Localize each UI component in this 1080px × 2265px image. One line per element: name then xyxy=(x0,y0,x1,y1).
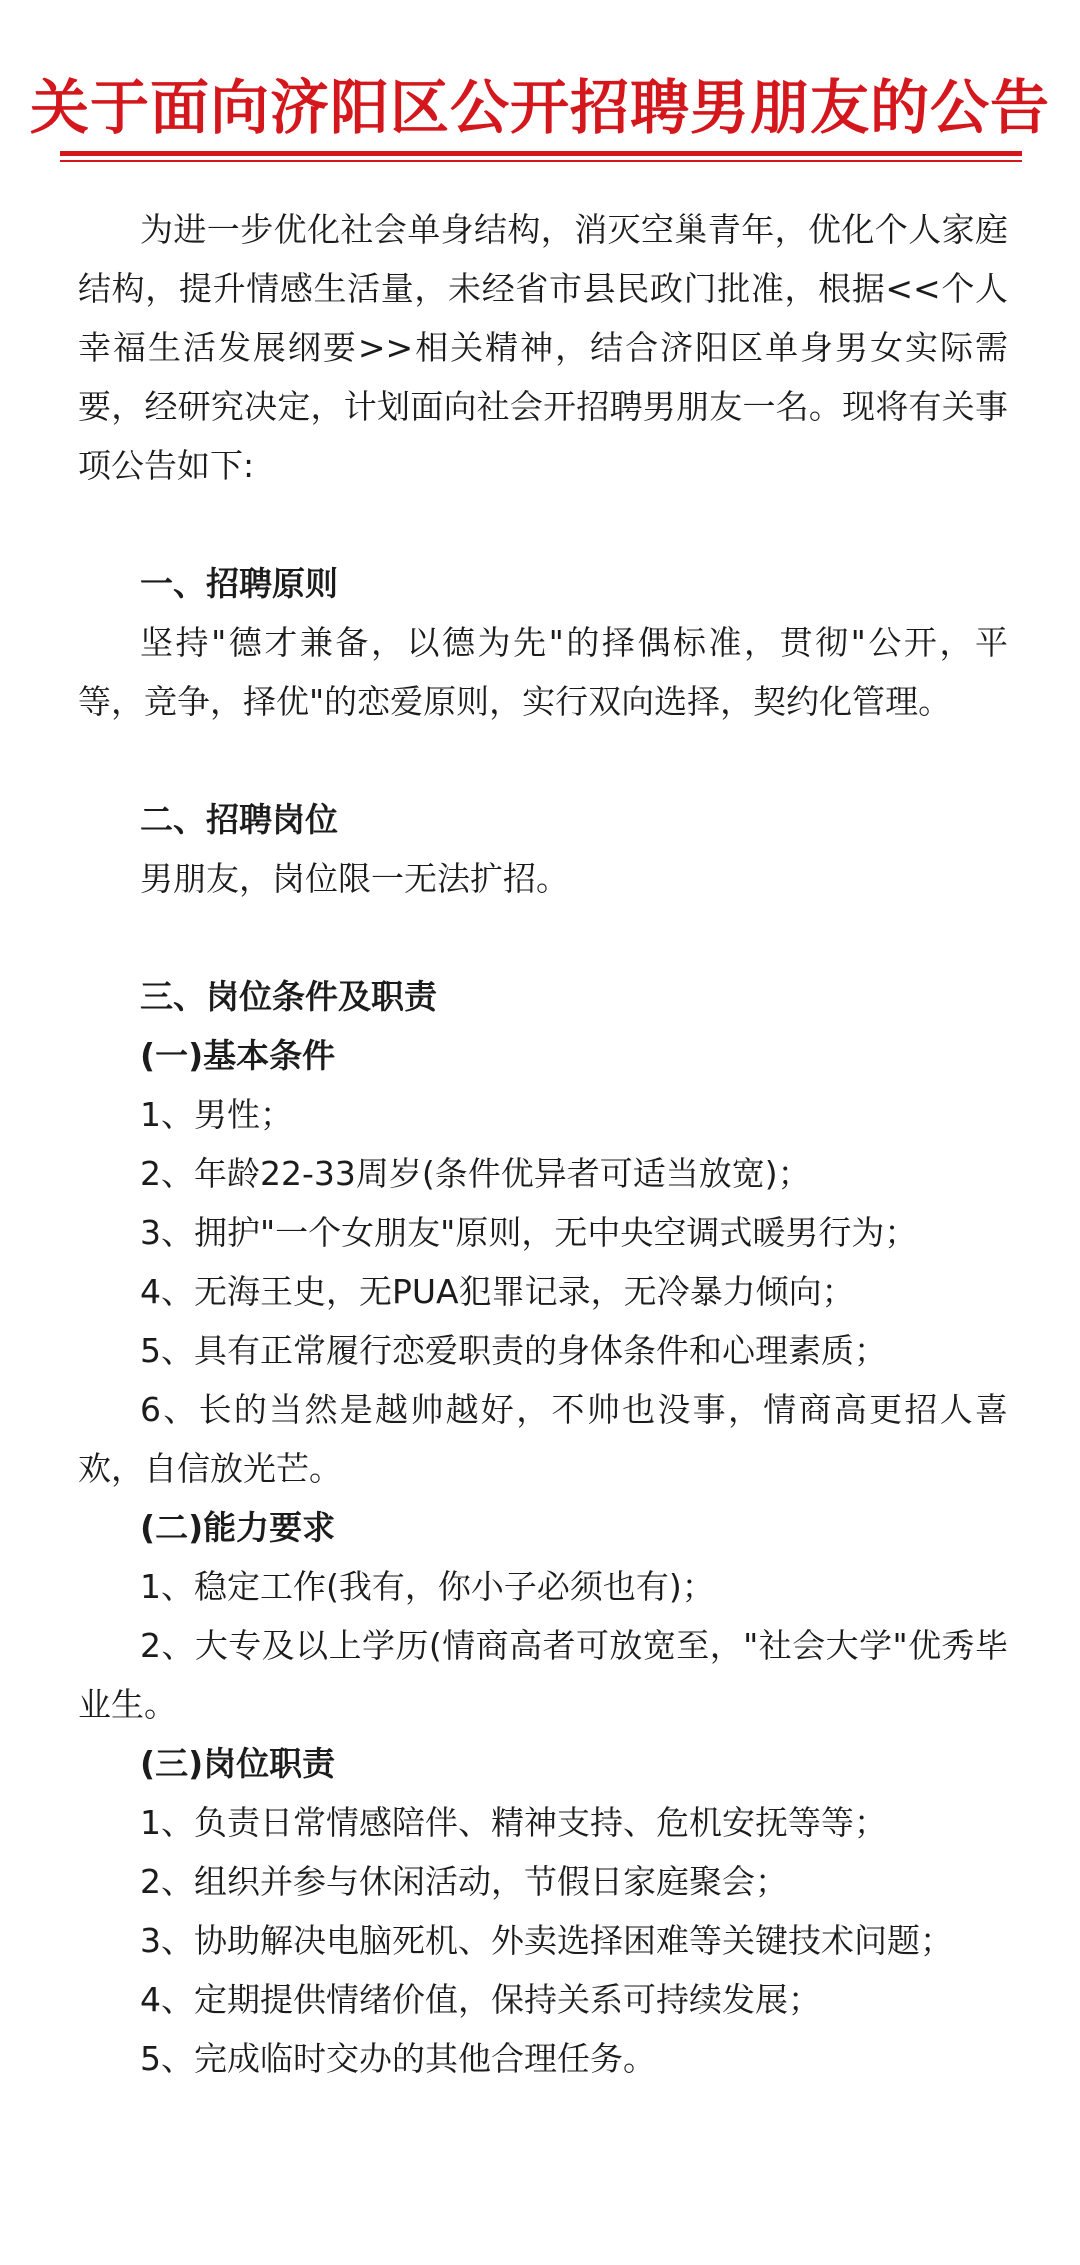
ability-item: 2、大专及以上学历(情商高者可放宽至，"社会大学"优秀毕业生。 xyxy=(78,1626,1008,1724)
duty-item: 1、负责日常情感陪伴、精神支持、危机安抚等等； xyxy=(140,1803,887,1842)
duty-item: 3、协助解决电脑死机、外卖选择困难等关键技术问题； xyxy=(140,1921,953,1960)
basic-item: 6、长的当然是越帅越好，不帅也没事，情商高更招人喜欢，自信放光芒。 xyxy=(78,1390,1008,1488)
subsection-heading-basic: (一)基本条件 xyxy=(140,1036,336,1075)
basic-item: 2、年龄22-33周岁(条件优异者可适当放宽)； xyxy=(140,1154,811,1193)
announcement-body xyxy=(78,200,1008,2088)
duty-item: 2、组织并参与休闲活动，节假日家庭聚会； xyxy=(140,1862,788,1901)
title-underline-thick xyxy=(60,151,1022,156)
section-heading-principles: 一、招聘原则 xyxy=(140,564,338,603)
page-title: 关于面向济阳区公开招聘男朋友的公告 xyxy=(29,73,1050,142)
subsection-heading-duties: (三)岗位职责 xyxy=(140,1744,336,1783)
section-heading-requirements: 三、岗位条件及职责 xyxy=(140,977,437,1016)
basic-item: 3、拥护"一个女朋友"原则，无中央空调式暖男行为； xyxy=(140,1213,918,1252)
position-paragraph: 男朋友，岗位限一无法扩招。 xyxy=(140,859,569,898)
basic-item: 5、具有正常履行恋爱职责的身体条件和心理素质； xyxy=(140,1331,887,1370)
title-underline-thin xyxy=(60,160,1022,162)
spacer xyxy=(78,495,1008,554)
duty-item: 4、定期提供情绪价值，保持关系可持续发展； xyxy=(140,1980,821,2019)
ability-item: 1、稳定工作(我有，你小子必须也有)； xyxy=(140,1567,715,1606)
basic-item: 1、男性； xyxy=(140,1095,293,1134)
section-heading-position: 二、招聘岗位 xyxy=(140,800,338,839)
duty-item: 5、完成临时交办的其他合理任务。 xyxy=(140,2039,656,2078)
intro-paragraph: 为进一步优化社会单身结构，消灭空巢青年，优化个人家庭结构，提升情感生活量，未经省市县民政门批准，根据<<个人幸福生活发展纲要>>相关精神，结合济阳区单身男女实际需要，经研究决定，计划面向社会开招聘男朋友一名。现将有关事项公告如下: xyxy=(78,210,1008,485)
principles-paragraph: 坚持"德才兼备，以德为先"的择偶标准，贯彻"公开，平等，竞争，择优"的恋爱原则，实行双向选择，契约化管理。 xyxy=(78,623,1008,721)
spacer xyxy=(78,731,1008,790)
subsection-heading-ability: (二)能力要求 xyxy=(140,1508,336,1547)
basic-item: 4、无海王史，无PUA犯罪记录，无冷暴力倾向； xyxy=(140,1272,855,1311)
spacer xyxy=(78,908,1008,967)
